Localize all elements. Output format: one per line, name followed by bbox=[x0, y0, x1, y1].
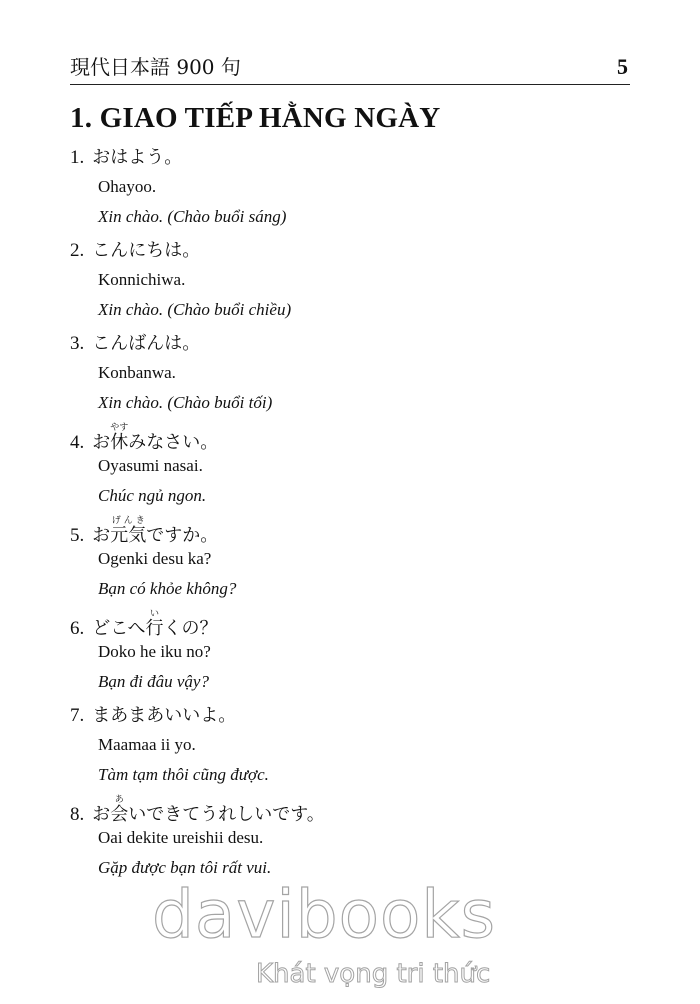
phrase-entry bbox=[70, 237, 640, 330]
watermark-logo: davibooks bbox=[152, 876, 496, 953]
furigana: い bbox=[145, 609, 164, 619]
phrase-number: 8. bbox=[70, 804, 85, 825]
phrase-entry bbox=[70, 144, 640, 237]
romaji-reading: Doko he iku no? bbox=[98, 642, 211, 661]
japanese-text: いできてうれしいです。 bbox=[128, 804, 325, 825]
romaji-reading: Ogenki desu ka? bbox=[98, 549, 212, 568]
romaji-reading: Maamaa ii yo. bbox=[98, 735, 196, 754]
japanese-line bbox=[70, 516, 219, 546]
phrase-number: 4. bbox=[70, 432, 85, 453]
japanese-text: こんにちは。 bbox=[92, 240, 201, 261]
japanese-text: お bbox=[92, 432, 111, 453]
vietnamese-translation: Bạn có khỏe không? bbox=[98, 579, 237, 598]
furigana: げんき bbox=[110, 516, 147, 526]
furigana: あ bbox=[110, 795, 129, 805]
japanese-line bbox=[70, 702, 236, 728]
phrase-number: 3. bbox=[70, 333, 85, 354]
vietnamese-translation: Xin chào. (Chào buổi tối) bbox=[98, 393, 273, 412]
romaji-reading: Oyasumi nasai. bbox=[98, 456, 203, 475]
japanese-phrase bbox=[92, 423, 219, 453]
japanese-line bbox=[70, 423, 219, 453]
japanese-phrase bbox=[92, 333, 200, 354]
vietnamese-translation: Xin chào. (Chào buổi chiều) bbox=[98, 300, 292, 319]
japanese-phrase bbox=[92, 705, 236, 726]
phrase-number: 7. bbox=[70, 705, 85, 726]
phrase-number: 6. bbox=[70, 618, 85, 639]
header-rule bbox=[70, 84, 630, 85]
vietnamese-translation: Tàm tạm thôi cũng được. bbox=[98, 765, 269, 784]
japanese-text: まあまあいいよ。 bbox=[92, 705, 237, 726]
japanese-text: どこへ bbox=[92, 618, 146, 639]
japanese-line bbox=[70, 144, 182, 170]
japanese-phrase bbox=[92, 147, 182, 168]
japanese-text: お bbox=[92, 525, 111, 546]
phrase-entry bbox=[70, 609, 640, 702]
japanese-text: おはよう。 bbox=[92, 147, 183, 168]
phrase-number: 1. bbox=[70, 147, 85, 168]
kanji-with-furigana: 行い bbox=[145, 609, 164, 639]
phrase-entry bbox=[70, 516, 640, 609]
section-title: 1. GIAO TIẾP HẰNG NGÀY bbox=[70, 102, 441, 134]
japanese-line bbox=[70, 795, 325, 825]
japanese-text: こんばんは。 bbox=[92, 333, 201, 354]
japanese-text: ですか。 bbox=[146, 525, 219, 546]
phrase-entry bbox=[70, 423, 640, 516]
japanese-line bbox=[70, 609, 218, 639]
vietnamese-translation: Chúc ngủ ngon. bbox=[98, 486, 207, 505]
romaji-reading: Konbanwa. bbox=[98, 363, 176, 382]
japanese-text: みなさい。 bbox=[128, 432, 219, 453]
phrase-number: 2. bbox=[70, 240, 85, 261]
romaji-reading: Oai dekite ureishii desu. bbox=[98, 828, 264, 847]
phrase-entry bbox=[70, 330, 640, 423]
kanji-with-furigana: 元気げんき bbox=[110, 516, 147, 546]
japanese-phrase bbox=[92, 516, 219, 546]
vietnamese-translation: Gặp được bạn tôi rất vui. bbox=[98, 858, 272, 877]
japanese-line bbox=[70, 237, 200, 263]
running-header bbox=[70, 54, 630, 84]
kanji-with-furigana: 会あ bbox=[110, 795, 129, 825]
japanese-line bbox=[70, 330, 200, 356]
romaji-reading: Konnichiwa. bbox=[98, 270, 186, 289]
watermark-slogan: Khát vọng tri thức bbox=[256, 959, 491, 989]
phrase-entry bbox=[70, 702, 640, 795]
phrase-entry bbox=[70, 795, 640, 888]
japanese-phrase bbox=[92, 240, 200, 261]
furigana: やす bbox=[110, 423, 129, 433]
book-title: 現代日本語 900 句 bbox=[70, 55, 241, 79]
japanese-text: くの？ bbox=[163, 618, 218, 639]
japanese-phrase bbox=[92, 795, 325, 825]
japanese-text: お bbox=[92, 804, 111, 825]
vietnamese-translation: Bạn đi đâu vậy? bbox=[98, 672, 209, 691]
page-number: 5 bbox=[617, 54, 628, 79]
kanji-with-furigana: 休やす bbox=[110, 423, 129, 453]
phrase-number: 5. bbox=[70, 525, 85, 546]
phrase-list bbox=[70, 144, 640, 888]
vietnamese-translation: Xin chào. (Chào buổi sáng) bbox=[98, 207, 287, 226]
japanese-phrase bbox=[92, 609, 218, 639]
romaji-reading: Ohayoo. bbox=[98, 177, 157, 196]
